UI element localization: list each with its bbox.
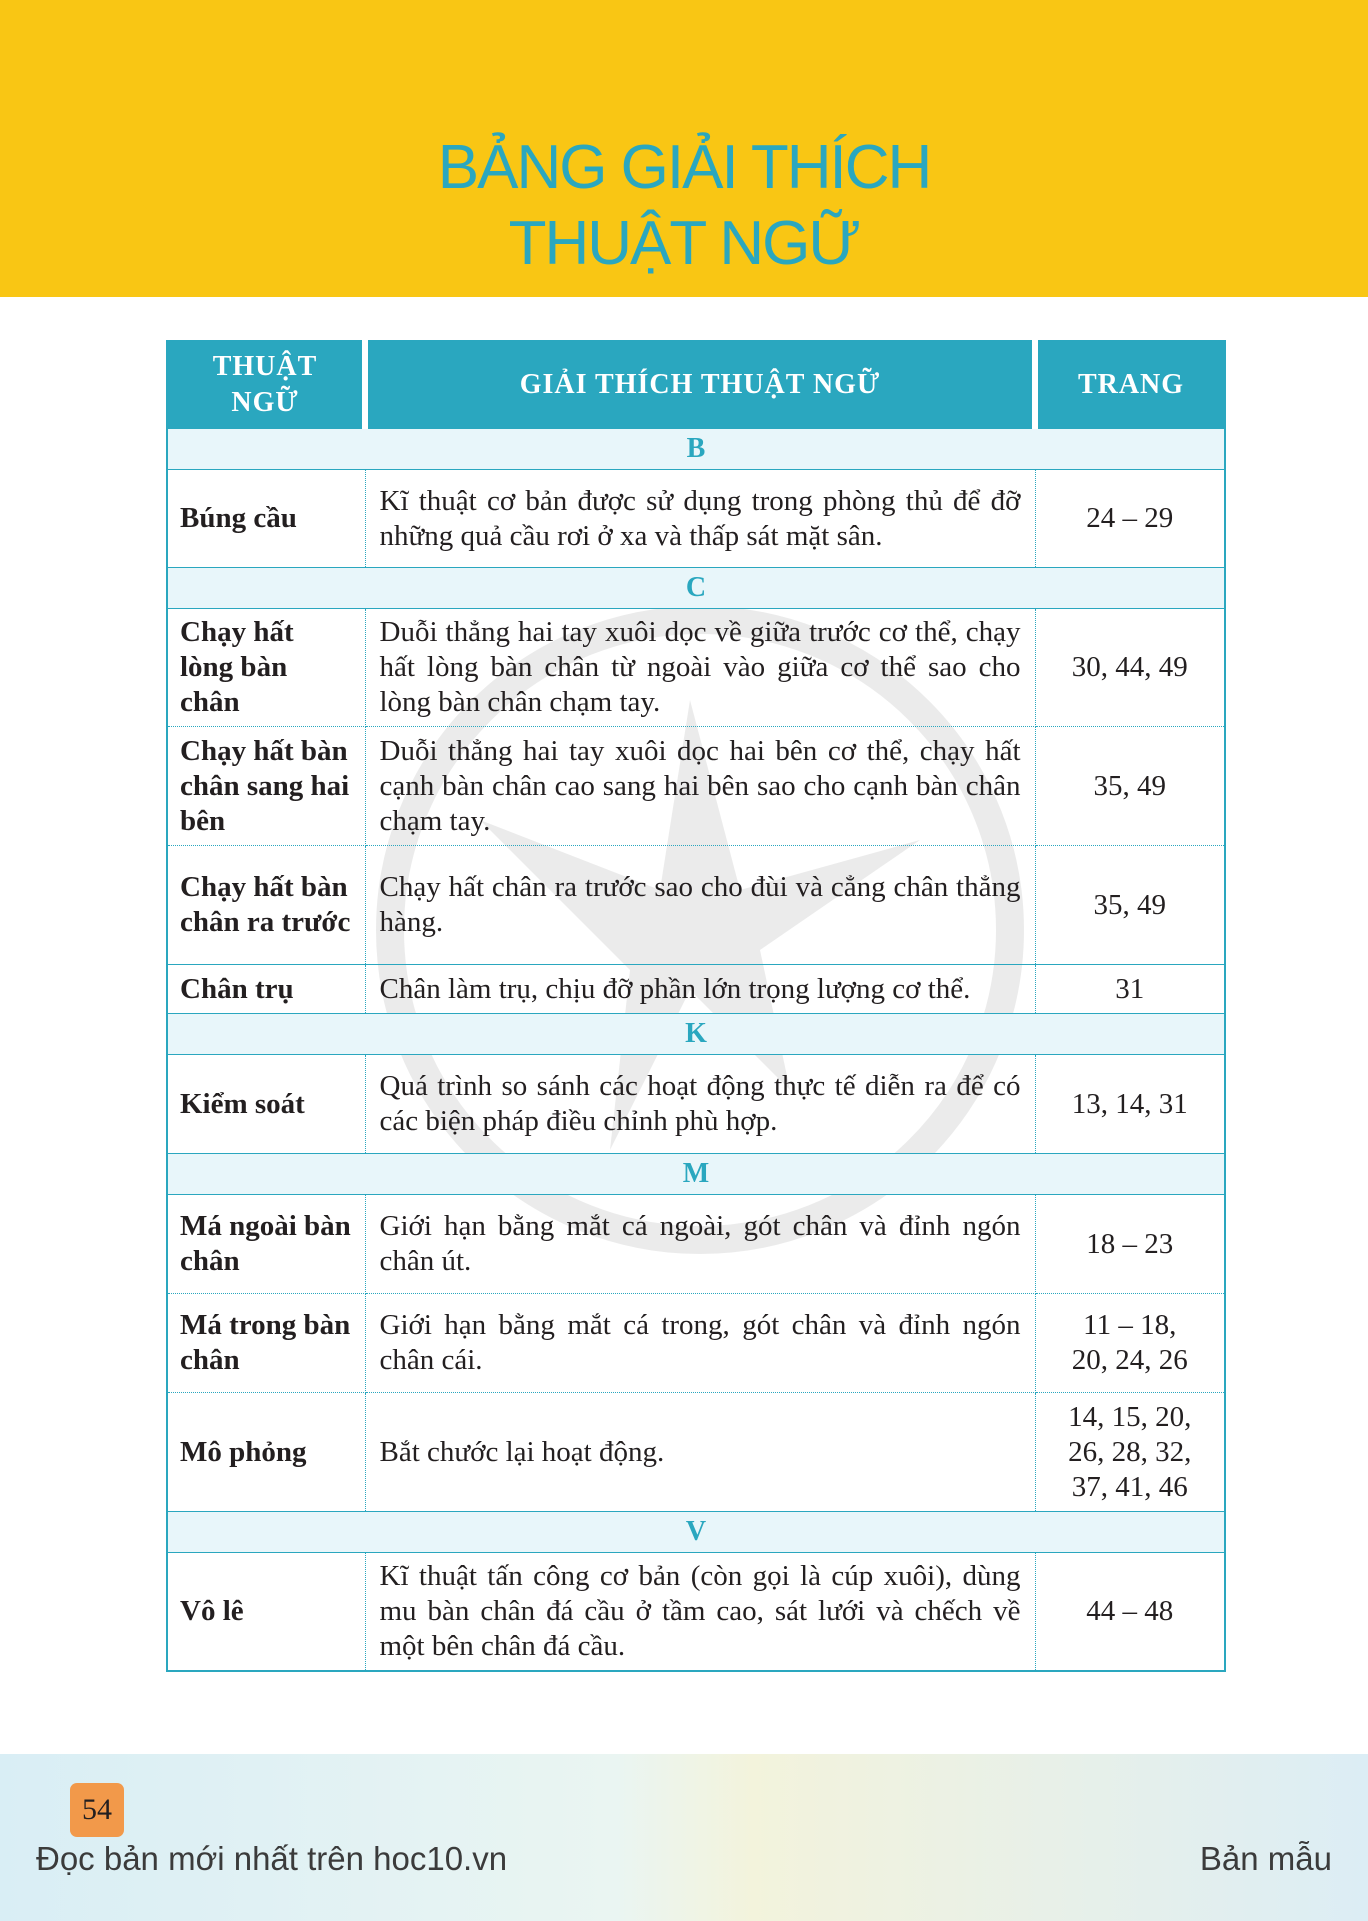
term-cell: Chạy hất bàn chân sang hai bên: [167, 727, 365, 846]
section-row-b: [167, 429, 1225, 470]
explanation-cell: Giới hạn bằng mắt cá trong, gót chân và đỉnh ngón chân cái.: [365, 1294, 1035, 1393]
section-row-v: [167, 1512, 1225, 1553]
term-cell: Chạy hất lòng bàn chân: [167, 609, 365, 727]
pages-cell: 30, 44, 49: [1035, 609, 1225, 727]
deco-bar-2: [196, 50, 296, 94]
section-letter: K: [167, 1014, 1225, 1055]
glossary-table: [166, 340, 1226, 1672]
section-row-k: [167, 1014, 1225, 1055]
footer-band: [0, 1754, 1368, 1921]
table-row: [167, 1393, 1225, 1512]
footer-link-text[interactable]: Đọc bản mới nhất trên hoc10.vn: [36, 1840, 508, 1877]
deco-bar-1: [176, 14, 268, 54]
table-header-row: [167, 341, 1225, 429]
footer-edition-label: Bản mẫu: [1199, 1840, 1332, 1877]
term-cell: Kiểm soát: [167, 1055, 365, 1154]
pages-cell: 31: [1035, 965, 1225, 1014]
pages-cell: 24 – 29: [1035, 470, 1225, 568]
table-row: [167, 965, 1225, 1014]
explanation-cell: Duỗi thẳng hai tay xuôi dọc hai bên cơ thể, chạy hất cạnh bàn chân cao sang hai bên sao cho cạnh bàn chân chạm tay.: [365, 727, 1035, 846]
table-row: [167, 1294, 1225, 1393]
explanation-cell: Quá trình so sánh các hoạt động thực tế diễn ra để có các biện pháp điều chỉnh phù hợp.: [365, 1055, 1035, 1154]
explanation-cell: Chạy hất chân ra trước sao cho đùi và cẳng chân thẳng hàng.: [365, 846, 1035, 965]
explanation-cell: Kĩ thuật tấn công cơ bản (còn gọi là cúp xuôi), dùng mu bàn chân đá cầu ở tầm cao, sát lưới và chếch về một bên chân đá cầu.: [365, 1553, 1035, 1671]
explanation-cell: Giới hạn bằng mắt cá ngoài, gót chân và đỉnh ngón chân út.: [365, 1195, 1035, 1294]
pages-cell: 14, 15, 20, 26, 28, 32, 37, 41, 46: [1035, 1393, 1225, 1512]
pages-cell: 35, 49: [1035, 727, 1225, 846]
term-cell: Búng cầu: [167, 470, 365, 568]
pages-cell: 35, 49: [1035, 846, 1225, 965]
section-row-c: [167, 568, 1225, 609]
explanation-cell: Kĩ thuật cơ bản được sử dụng trong phòng thủ để đỡ những quả cầu rơi ở xa và thấp sát mặt sân.: [365, 470, 1035, 568]
section-letter: B: [167, 429, 1225, 470]
section-letter: C: [167, 568, 1225, 609]
table-row: [167, 1553, 1225, 1671]
explanation-cell: Duỗi thẳng hai tay xuôi dọc về giữa trước cơ thể, chạy hất lòng bàn chân từ ngoài vào giữa cơ thể sao cho lòng bàn chân chạm tay.: [365, 609, 1035, 727]
table-row: [167, 846, 1225, 965]
term-cell: Chân trụ: [167, 965, 365, 1014]
section-row-m: [167, 1154, 1225, 1195]
table-row: [167, 609, 1225, 727]
header-explanation: GIẢI THÍCH THUẬT NGỮ: [365, 341, 1035, 429]
term-cell: Má trong bàn chân: [167, 1294, 365, 1393]
explanation-cell: Bắt chước lại hoạt động.: [365, 1393, 1035, 1512]
pages-cell: 44 – 48: [1035, 1553, 1225, 1671]
term-cell: Mô phỏng: [167, 1393, 365, 1512]
page-number-badge: 54: [70, 1783, 124, 1837]
explanation-cell: Chân làm trụ, chịu đỡ phần lớn trọng lượng cơ thể.: [365, 965, 1035, 1014]
table-row: [167, 1055, 1225, 1154]
pages-cell: 11 – 18, 20, 24, 26: [1035, 1294, 1225, 1393]
term-cell: Má ngoài bàn chân: [167, 1195, 365, 1294]
pages-cell: 18 – 23: [1035, 1195, 1225, 1294]
table-row: [167, 1195, 1225, 1294]
section-letter: V: [167, 1512, 1225, 1553]
page-title-line1: BẢNG GIẢI THÍCH: [437, 133, 931, 202]
table-row: [167, 470, 1225, 568]
pages-cell: 13, 14, 31: [1035, 1055, 1225, 1154]
section-letter: M: [167, 1154, 1225, 1195]
header-term: THUẬT NGỮ: [167, 341, 365, 429]
term-cell: Chạy hất bàn chân ra trước: [167, 846, 365, 965]
page-title-line2: THUẬT NGỮ: [508, 209, 860, 278]
header-pages: TRANG: [1035, 341, 1225, 429]
table-row: [167, 727, 1225, 846]
term-cell: Vô lê: [167, 1553, 365, 1671]
